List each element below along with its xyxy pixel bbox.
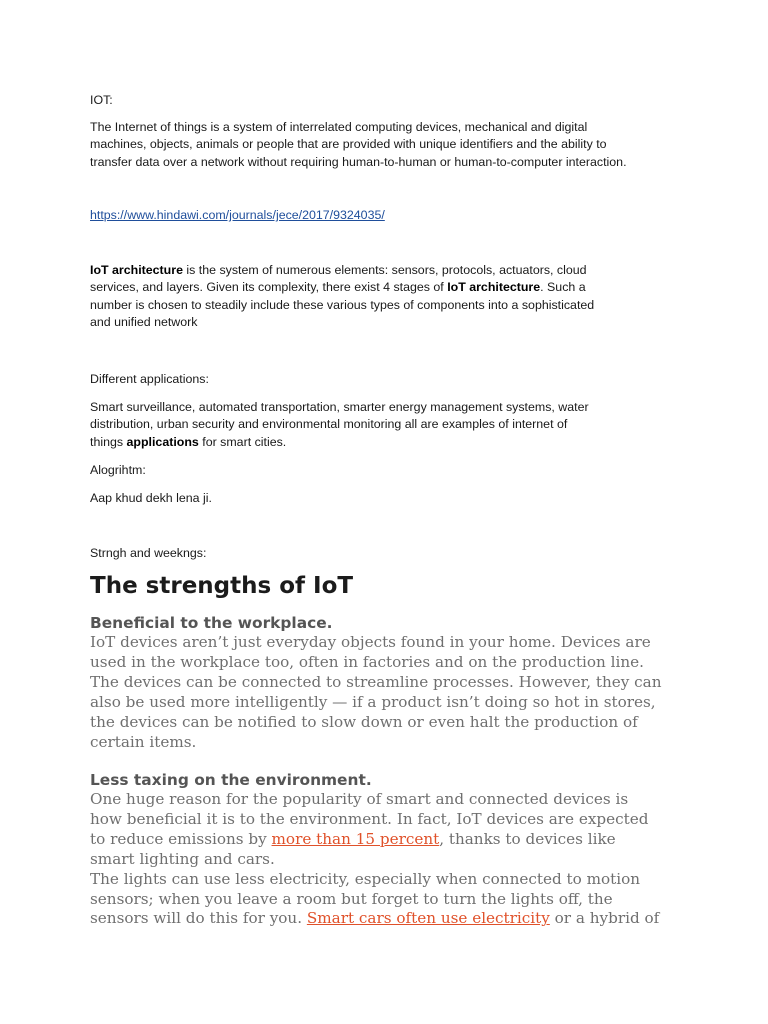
architecture-text-1: is the system of numerous elements: sensors, protocols, actuators, cloud xyxy=(182,263,587,277)
environment-line-7 xyxy=(90,909,690,929)
environment-heading: Less taxing on the environment. xyxy=(90,771,372,789)
iot-definition-paragraph xyxy=(90,119,627,171)
environment-text-3a: to reduce emissions by xyxy=(90,829,272,848)
workplace-line-6: certain items. xyxy=(90,732,197,751)
algorithm-heading: Alogrihtm: xyxy=(90,463,146,477)
architecture-bold-1: IoT architecture xyxy=(90,263,183,277)
workplace-line-5: the devices can be notified to slow down or even halt the production of xyxy=(90,712,638,731)
environment-line-2: how beneficial it is to the environment. In fact, IoT devices are expected xyxy=(90,809,649,828)
environment-line-5: The lights can use less electricity, especially when connected to motion xyxy=(90,869,640,888)
emissions-link[interactable]: more than 15 percent xyxy=(271,829,440,848)
environment-text-7b: or a hybrid of xyxy=(549,909,660,928)
reference-link[interactable]: https://www.hindawi.com/journals/jece/2017/9324035/ xyxy=(90,208,385,222)
environment-paragraph xyxy=(90,790,690,929)
architecture-line-3: number is chosen to steadily include these various types of components into a sophisticated xyxy=(90,297,595,312)
environment-text-3b: , thanks to devices like xyxy=(439,829,616,848)
workplace-line-3: The devices can be connected to streamline processes. However, they can xyxy=(90,672,662,691)
architecture-tail-2: . Such a xyxy=(540,280,586,295)
workplace-paragraph xyxy=(90,633,690,752)
architecture-line-1 xyxy=(90,262,594,279)
workplace-line-1: IoT devices aren’t just everyday objects found in your home. Devices are xyxy=(90,633,651,651)
algorithm-text: Aap khud dekh lena ji. xyxy=(90,491,212,505)
applications-paragraph xyxy=(90,399,589,451)
applications-text-3b: for smart cities. xyxy=(198,434,287,449)
environment-line-1: One huge reason for the popularity of smart and connected devices is xyxy=(90,790,629,808)
applications-line-2: distribution, urban security and environmental monitoring all are examples of internet of xyxy=(90,417,568,432)
strength-weakness-heading: Strngh and weekngs: xyxy=(90,546,207,560)
architecture-line-2 xyxy=(90,279,594,296)
applications-bold: applications xyxy=(126,434,199,449)
workplace-line-4: also be used more intelligently — if a product isn’t doing so hot in stores, xyxy=(90,692,656,711)
workplace-heading: Beneficial to the workplace. xyxy=(90,614,333,632)
applications-line-3 xyxy=(90,434,589,451)
environment-line-6: sensors; when you leave a room but forget to turn the lights off, the xyxy=(90,889,613,908)
environment-line-3 xyxy=(90,830,690,850)
iot-heading: IOT: xyxy=(90,93,113,107)
applications-line-1: Smart surveillance, automated transportation, smarter energy management systems, water xyxy=(90,400,589,414)
smart-cars-link[interactable]: Smart cars often use electricity xyxy=(306,909,550,928)
architecture-bold-2: IoT architecture xyxy=(447,280,541,295)
strengths-title: The strengths of IoT xyxy=(90,573,354,599)
workplace-line-2: used in the workplace too, often in factories and on the production line. xyxy=(90,652,644,671)
document-page xyxy=(90,0,690,1024)
applications-heading: Different applications: xyxy=(90,372,209,386)
iot-definition-line-1: The Internet of things is a system of interrelated computing devices, mechanical and digital xyxy=(90,120,588,134)
architecture-paragraph xyxy=(90,262,594,331)
environment-text-7a: sensors will do this for you. xyxy=(90,909,307,928)
environment-line-4: smart lighting and cars. xyxy=(90,849,275,868)
applications-text-3a: things xyxy=(90,434,127,449)
iot-definition-line-2: machines, objects, animals or people that are provided with unique identifiers and the ability to xyxy=(90,137,607,152)
architecture-text-2: services, and layers. Given its complexity, there exist 4 stages of xyxy=(90,280,448,295)
architecture-line-4: and unified network xyxy=(90,314,198,329)
iot-definition-line-3: transfer data over a network without requiring human-to-human or human-to-computer interaction. xyxy=(90,154,627,169)
